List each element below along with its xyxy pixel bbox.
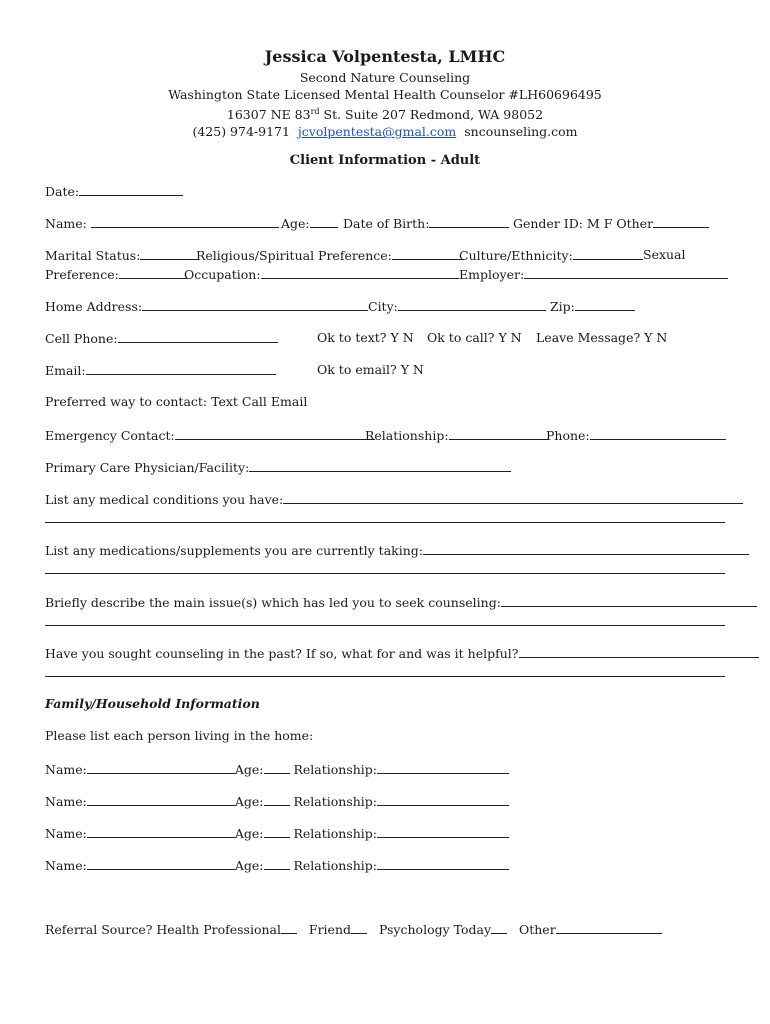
referral-health-field[interactable] [281,921,297,934]
physician-row [45,459,725,477]
member-relationship-field[interactable] [377,825,509,838]
emergency-label: Emergency Contact: [45,428,175,443]
past-field[interactable] [519,645,759,658]
leave-message-label: Leave Message? Y N [536,330,668,345]
issue-row [45,594,725,612]
cell-label: Cell Phone: [45,331,118,346]
address-suffix: rd [310,107,320,116]
member-age-field[interactable] [264,825,290,838]
member-name-field[interactable] [87,857,235,870]
gender-label: Gender ID: M F Other [513,216,654,231]
medications-row [45,542,725,560]
household-member-row [45,793,725,811]
preferred-row [45,394,725,412]
referral-other-label: Other [518,922,556,937]
referral-label: Referral Source? Health Professional [45,922,281,937]
ok-text-label: Ok to text? Y N [317,330,414,345]
preferred-contact-label: Preferred way to contact: Text Call Email [45,394,308,409]
counselor-name: Jessica Volpentesta, LMHC [264,47,506,66]
marital-row [45,247,725,265]
cell-row [45,330,725,348]
marital-field[interactable] [140,247,198,260]
dob-label: Date of Birth: [343,216,430,231]
physician-label: Primary Care Physician/Facility: [45,460,250,475]
member-name-label: Name: [45,858,87,873]
zip-field[interactable] [575,298,635,311]
member-relationship-label: Relationship: [293,858,378,873]
address-rest: St. Suite 207 Redmond, WA 98052 [319,107,544,123]
dob-field[interactable] [429,215,509,228]
religious-field[interactable] [392,247,464,260]
member-relationship-label: Relationship: [293,794,378,809]
email-field[interactable] [86,362,276,375]
medical-line-2[interactable] [45,522,725,523]
referral-psych-field[interactable] [491,921,507,934]
name-field[interactable] [91,215,279,228]
household-member-row [45,825,725,843]
medications-label: List any medications/supplements you are currently taking: [45,543,423,558]
phone-field[interactable] [590,427,726,440]
preference-field[interactable] [119,266,187,279]
age-field[interactable] [310,215,338,228]
phone-number: (425) 974-9171 [192,124,290,140]
address-row [45,298,725,316]
religious-label: Religious/Spiritual Preference: [196,248,392,263]
member-relationship-field[interactable] [377,857,509,870]
referral-friend-label: Friend [308,922,352,937]
referral-row [45,921,725,939]
past-line-2[interactable] [45,676,725,677]
member-name-field[interactable] [87,825,235,838]
emergency-row [45,427,725,445]
member-relationship-field[interactable] [377,761,509,774]
home-address-label: Home Address: [45,299,143,314]
emergency-field[interactable] [175,427,375,440]
email-link[interactable]: jcvolpentesta@gmal.com [297,124,457,140]
culture-label: Culture/Ethnicity: [459,248,573,263]
sexual-label: Sexual [643,247,686,262]
employer-field[interactable] [524,266,728,279]
gender-other-field[interactable] [653,215,709,228]
referral-other-field[interactable] [556,921,662,934]
member-age-label: Age: [234,858,264,873]
past-row [45,645,725,663]
relationship-label: Relationship: [365,428,449,443]
issue-label: Briefly describe the main issue(s) which has led you to seek counseling: [45,595,501,610]
website: sncounseling.com [464,124,578,140]
phone-label: Phone: [546,428,590,443]
date-field[interactable] [79,183,183,196]
email-label: Email: [45,363,86,378]
preference-row [45,266,725,284]
address-line [0,103,770,123]
occupation-label: Occupation: [184,267,261,282]
zip-label: Zip: [550,299,575,314]
member-age-field[interactable] [264,793,290,806]
culture-field[interactable] [573,247,643,260]
name-label: Name: [45,216,87,231]
medical-row [45,491,725,509]
ok-call-label: Ok to call? Y N [427,330,522,345]
date-label: Date: [45,184,80,199]
form-header [0,48,770,169]
member-name-field[interactable] [87,761,235,774]
family-instruction: Please list each person living in the home: [45,728,314,743]
home-address-field[interactable] [142,298,368,311]
member-name-label: Name: [45,826,87,841]
license-line: Washington State Licensed Mental Health Counselor #LH60696495 [168,87,602,102]
medical-label: List any medical conditions you have: [45,492,284,507]
address-number: 16307 NE 83 [226,107,311,123]
date-row [45,183,725,201]
employer-label: Employer: [459,267,525,282]
member-relationship-field[interactable] [377,793,509,806]
referral-friend-field[interactable] [351,921,367,934]
member-name-field[interactable] [87,793,235,806]
member-age-field[interactable] [264,857,290,870]
medical-field[interactable] [283,491,743,504]
medications-line-2[interactable] [45,573,725,574]
contact-line [0,123,770,140]
physician-field[interactable] [249,459,511,472]
past-label: Have you sought counseling in the past? If so, what for and was it helpful? [45,646,519,661]
member-age-label: Age: [234,826,264,841]
city-label: City: [368,299,398,314]
age-label: Age: [281,216,310,231]
relationship-field[interactable] [449,427,549,440]
referral-psych-label: Psychology Today [378,922,492,937]
member-name-label: Name: [45,762,87,777]
member-age-label: Age: [234,794,264,809]
form-title: Client Information - Adult [289,153,481,169]
practice-name: Second Nature Counseling [299,70,471,85]
member-relationship-label: Relationship: [293,762,378,777]
name-row [45,215,725,233]
member-name-label: Name: [45,794,87,809]
ok-email-label: Ok to email? Y N [317,362,424,377]
member-age-field[interactable] [264,761,290,774]
member-relationship-label: Relationship: [293,826,378,841]
household-member-row [45,761,725,779]
city-field[interactable] [398,298,546,311]
family-heading: Family/Household Information [45,696,260,711]
occupation-field[interactable] [261,266,459,279]
preference-label: Preference: [45,267,119,282]
medications-field[interactable] [423,542,749,555]
member-age-label: Age: [234,762,264,777]
marital-label: Marital Status: [45,248,141,263]
email-row [45,362,725,380]
issue-line-2[interactable] [45,625,725,626]
issue-field[interactable] [501,594,757,607]
cell-field[interactable] [118,330,278,343]
household-member-row [45,857,725,875]
